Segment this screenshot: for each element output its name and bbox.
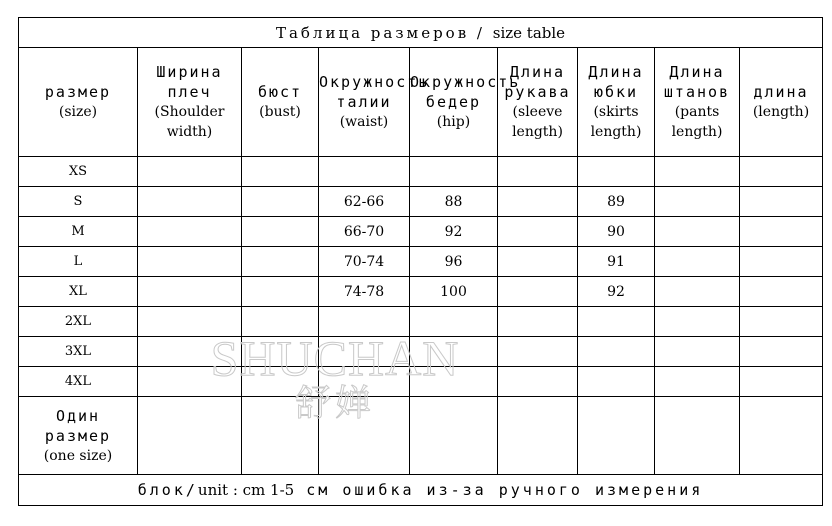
table-cell xyxy=(242,367,319,397)
table-title xyxy=(19,18,823,48)
table-cell xyxy=(578,337,655,367)
table-cell xyxy=(138,337,242,367)
table-cell xyxy=(740,307,823,337)
table-cell: 96 xyxy=(410,247,498,277)
table-row xyxy=(19,217,823,247)
column-header-ru: Длина юбки xyxy=(588,63,644,101)
title-separator: / xyxy=(469,23,493,42)
footer-text: см ошибка из-за ручного измерения xyxy=(294,481,704,499)
column-header-en: (size) xyxy=(58,104,98,120)
column-header-length xyxy=(740,48,823,157)
title-ru: Таблица размеров xyxy=(275,23,470,42)
table-cell: 100 xyxy=(410,277,498,307)
table-cell xyxy=(655,187,740,217)
table-row xyxy=(19,277,823,307)
table-cell xyxy=(578,367,655,397)
table-cell xyxy=(242,277,319,307)
table-cell xyxy=(498,157,578,187)
column-header-ru: Окружность бедер xyxy=(410,73,521,111)
column-header-ru: Длина рукава xyxy=(504,63,571,101)
footer-unit: unit : cm 1-5 xyxy=(197,481,295,499)
table-cell xyxy=(410,337,498,367)
table-cell: 92 xyxy=(578,277,655,307)
table-cell xyxy=(138,187,242,217)
table-row xyxy=(19,307,823,337)
table-cell xyxy=(410,157,498,187)
column-header-size xyxy=(19,48,138,157)
column-header-waist xyxy=(319,48,430,157)
column-header-ru: Длина штанов xyxy=(663,63,731,101)
table-cell xyxy=(740,247,823,277)
column-header-ru: длина xyxy=(753,83,809,101)
table-cell: 62-66 xyxy=(319,187,410,217)
table-cell xyxy=(578,157,655,187)
column-header-hip xyxy=(410,48,521,157)
one-size-row xyxy=(19,397,823,475)
column-header-ru: бюст xyxy=(257,83,303,101)
table-cell: 90 xyxy=(578,217,655,247)
size-cell: XS xyxy=(19,157,138,187)
column-header-en: (pants length) xyxy=(671,104,723,140)
one-size-label xyxy=(19,397,138,475)
one-size-ru: Один размер xyxy=(44,406,112,445)
table-cell: 89 xyxy=(578,187,655,217)
column-header-sleeve xyxy=(498,48,578,157)
table-cell xyxy=(498,217,578,247)
size-cell: 3XL xyxy=(19,337,138,367)
table-cell xyxy=(410,307,498,337)
table-cell xyxy=(740,157,823,187)
watermark-cjk: 舒婵 xyxy=(294,383,375,424)
column-header-en: (skirts length) xyxy=(590,104,642,140)
table-cell xyxy=(138,277,242,307)
table-cell xyxy=(242,247,319,277)
column-header-en: (length) xyxy=(752,104,810,120)
table-cell: 70-74 xyxy=(319,247,410,277)
table-cell xyxy=(138,307,242,337)
table-cell xyxy=(655,217,740,247)
column-header-ru: Ширина плеч xyxy=(156,63,223,101)
table-row xyxy=(19,337,823,367)
table-cell xyxy=(740,187,823,217)
size-cell: 4XL xyxy=(19,367,138,397)
table-cell xyxy=(740,337,823,367)
table-cell xyxy=(319,397,410,475)
table-cell xyxy=(498,247,578,277)
footer-prefix: блок/ xyxy=(137,481,198,499)
table-cell xyxy=(319,337,410,367)
column-header-en: (waist) xyxy=(339,114,389,130)
title-en: size table xyxy=(492,23,566,42)
table-cell xyxy=(242,337,319,367)
table-cell xyxy=(740,217,823,247)
table-cell: 66-70 xyxy=(319,217,410,247)
column-header-skirt xyxy=(578,48,655,157)
table-cell xyxy=(410,367,498,397)
table-cell xyxy=(498,277,578,307)
size-cell: L xyxy=(19,247,138,277)
table-cell xyxy=(578,307,655,337)
watermark-latin: SHUCHAN xyxy=(210,330,460,386)
table-cell xyxy=(319,157,410,187)
table-cell xyxy=(242,217,319,247)
table-cell xyxy=(655,367,740,397)
column-header-bust xyxy=(242,48,319,157)
table-cell: 88 xyxy=(410,187,498,217)
table-cell xyxy=(740,397,823,475)
size-cell: 2XL xyxy=(19,307,138,337)
table-cell xyxy=(498,367,578,397)
table-cell: 74-78 xyxy=(319,277,410,307)
table-cell xyxy=(498,337,578,367)
table-cell xyxy=(655,157,740,187)
table-cell xyxy=(740,367,823,397)
size-cell: M xyxy=(19,217,138,247)
table-cell xyxy=(498,187,578,217)
table-cell xyxy=(138,367,242,397)
size-chart xyxy=(18,17,822,509)
one-size-en: (one size) xyxy=(43,447,113,464)
column-header-en: (bust) xyxy=(259,104,301,120)
table-cell xyxy=(578,397,655,475)
size-table xyxy=(18,17,823,506)
table-cell xyxy=(740,277,823,307)
table-row xyxy=(19,187,823,217)
table-row xyxy=(19,247,823,277)
column-header-shoulder xyxy=(138,48,242,157)
table-cell xyxy=(242,187,319,217)
table-cell xyxy=(242,397,319,475)
column-header-pants xyxy=(655,48,740,157)
table-cell xyxy=(242,307,319,337)
size-rows xyxy=(19,157,823,397)
table-cell xyxy=(410,397,498,475)
table-cell xyxy=(498,307,578,337)
column-header-en: (sleeve length) xyxy=(512,104,563,140)
table-cell xyxy=(138,247,242,277)
column-header-en: (hip) xyxy=(436,114,471,130)
table-cell xyxy=(138,157,242,187)
table-cell xyxy=(319,367,410,397)
table-row xyxy=(19,157,823,187)
table-cell xyxy=(138,397,242,475)
table-cell xyxy=(138,217,242,247)
table-cell xyxy=(655,307,740,337)
table-cell xyxy=(655,397,740,475)
table-cell xyxy=(655,247,740,277)
size-cell: S xyxy=(19,187,138,217)
table-cell xyxy=(319,307,410,337)
table-cell xyxy=(498,397,578,475)
column-header-ru: размер xyxy=(44,83,112,101)
table-cell xyxy=(655,337,740,367)
table-cell xyxy=(242,157,319,187)
footer-note xyxy=(19,475,823,506)
size-cell: XL xyxy=(19,277,138,307)
table-cell xyxy=(655,277,740,307)
table-cell: 91 xyxy=(578,247,655,277)
column-header-ru: Окружность талии xyxy=(319,73,430,111)
table-cell: 92 xyxy=(410,217,498,247)
table-row xyxy=(19,367,823,397)
column-header-en: (Shoulder width) xyxy=(154,104,225,140)
